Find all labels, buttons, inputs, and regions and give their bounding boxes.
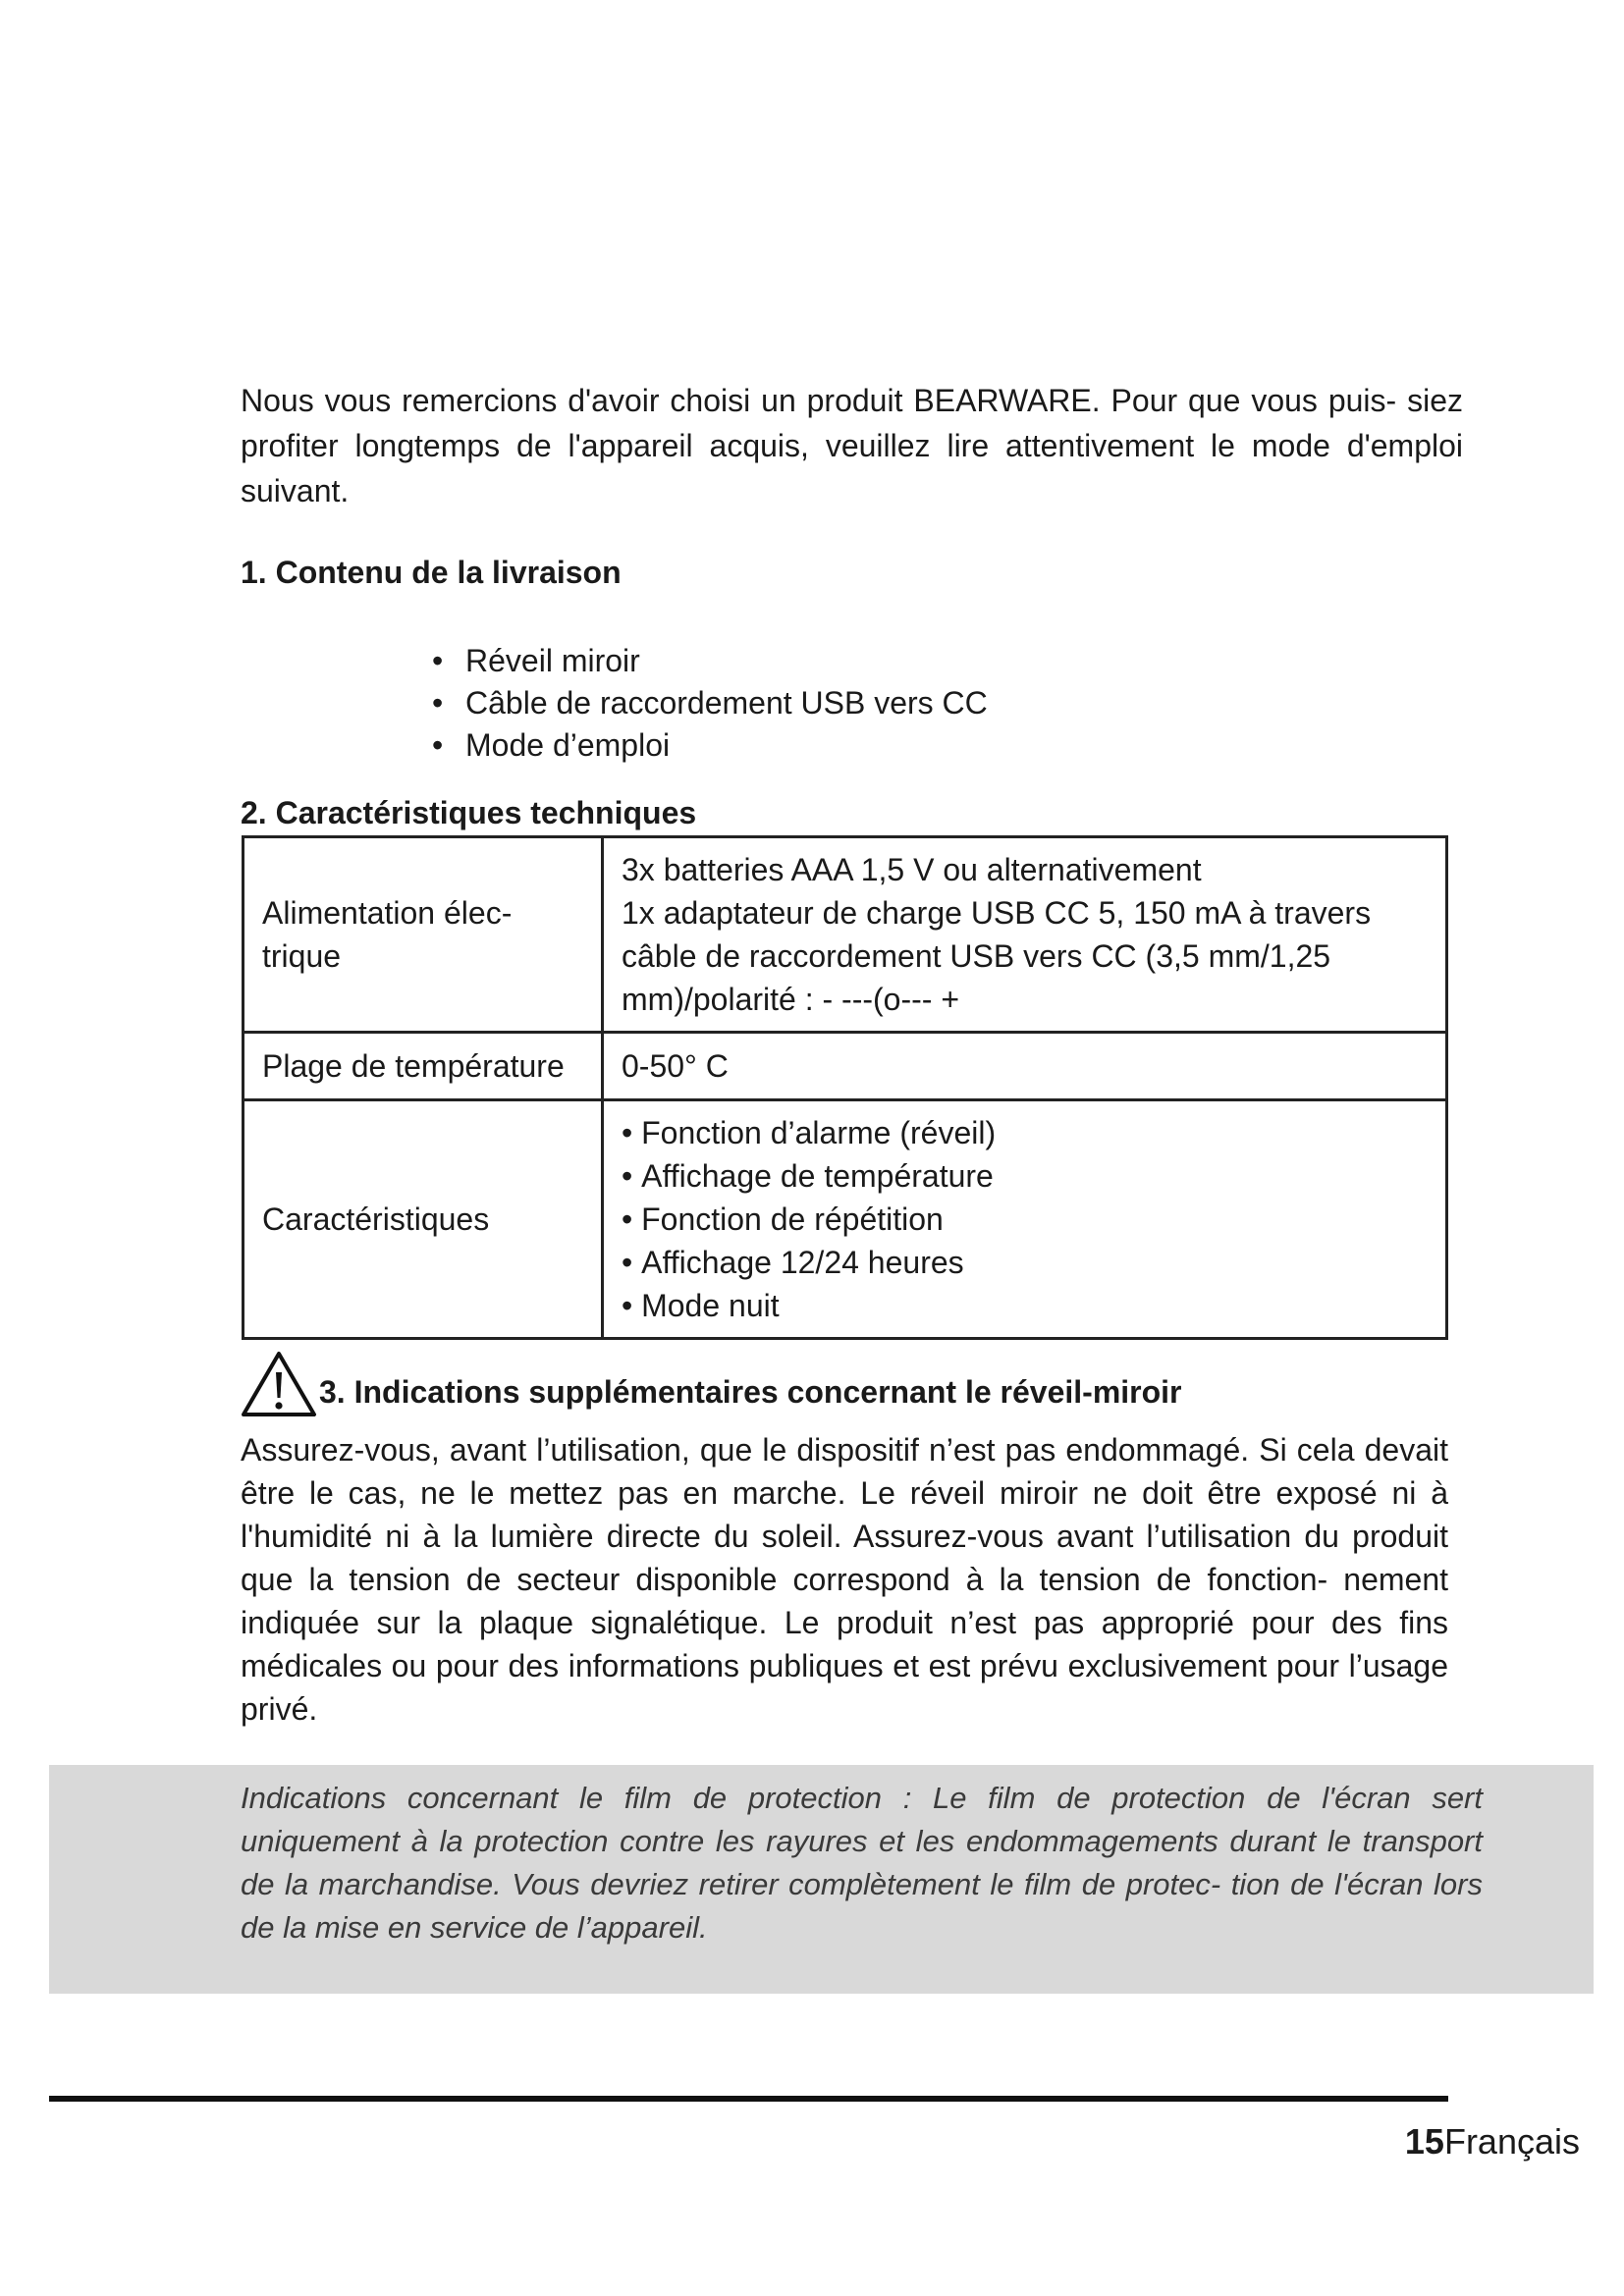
specs-table: [242, 835, 1448, 1340]
list-item: • Mode nuit: [622, 1284, 1428, 1327]
section3-heading: 3. Indications supplémentaires concernant le réveil-miroir: [319, 1374, 1182, 1410]
section3-heading-row: [241, 1349, 1182, 1417]
footer-divider: [49, 2096, 1448, 2102]
warning-icon: [241, 1351, 317, 1417]
power-line: 1x adaptateur de charge USB CC 5, 150 mA à travers câble de raccordement USB vers CC (3,5 mm/1,25 mm)/polarité : - ---(o--- +: [622, 895, 1372, 1017]
temperature-value: 0-50° C: [603, 1033, 1447, 1100]
language-label: Français: [1443, 2121, 1580, 2162]
section2-heading: 2. Caractéristiques techniques: [241, 795, 697, 830]
list-item: • Fonction d’alarme (réveil): [622, 1111, 1428, 1154]
list-item: • Fonction de répétition: [622, 1198, 1428, 1241]
features-value: [603, 1100, 1447, 1339]
table-row-features: [244, 1100, 1447, 1339]
protection-note-box: [49, 1765, 1594, 1994]
list-item: • Câble de raccordement USB vers CC: [432, 682, 988, 724]
features-list: [622, 1111, 1428, 1327]
power-value: [603, 837, 1447, 1033]
section3-paragraph: Assurez-vous, avant l’utilisation, que le dispositif n’est pas endommagé. Si cela devait être le cas, ne le mettez pas en marche. Le réveil miroir ne doit être exposé ni à l'humidité ni à la lumière directe du soleil. Assurez-vous avant l’utilisation du produit que la tension de secteur disponible correspond à la tension de fonction- nement indiquée sur la plaque signalétique. Le produit n’est pas approprié pour des fins médicales ou pour des informations publiques et est prévu exclusivement pour l’usage privé.: [241, 1432, 1448, 1727]
power-line: 3x batteries AAA 1,5 V ou alternativement: [622, 852, 1202, 887]
features-label: Caractéristiques: [244, 1100, 603, 1339]
table-row-temperature: [244, 1033, 1447, 1100]
page-number: 15: [1404, 2121, 1444, 2162]
delivery-contents-list: [432, 640, 988, 767]
list-item: • Affichage 12/24 heures: [622, 1241, 1428, 1284]
temperature-label: Plage de température: [244, 1033, 603, 1100]
list-item: • Mode d’emploi: [432, 724, 988, 767]
protection-note: Indications concernant le film de protection : Le film de protection de l'écran sert uniquement à la protection contre les rayures et les endommagements durant le transport de la marchandise. Vous devriez retirer complètement le film de protec- tion de l'écran lors de la mise en service de l’appareil.: [241, 1781, 1483, 1945]
table-row-power: [244, 837, 1447, 1033]
page-footer: [1405, 2120, 1580, 2163]
section1-heading: 1. Contenu de la livraison: [241, 555, 622, 590]
list-item: • Réveil miroir: [432, 640, 988, 682]
list-item: • Affichage de température: [622, 1154, 1428, 1198]
intro-paragraph: Nous vous remercions d'avoir choisi un produit BEARWARE. Pour que vous puis- siez profiter longtemps de l'appareil acquis, veuillez lire attentivement le mode d'emploi suivant.: [241, 383, 1463, 508]
power-label: Alimentation élec- trique: [244, 837, 603, 1033]
